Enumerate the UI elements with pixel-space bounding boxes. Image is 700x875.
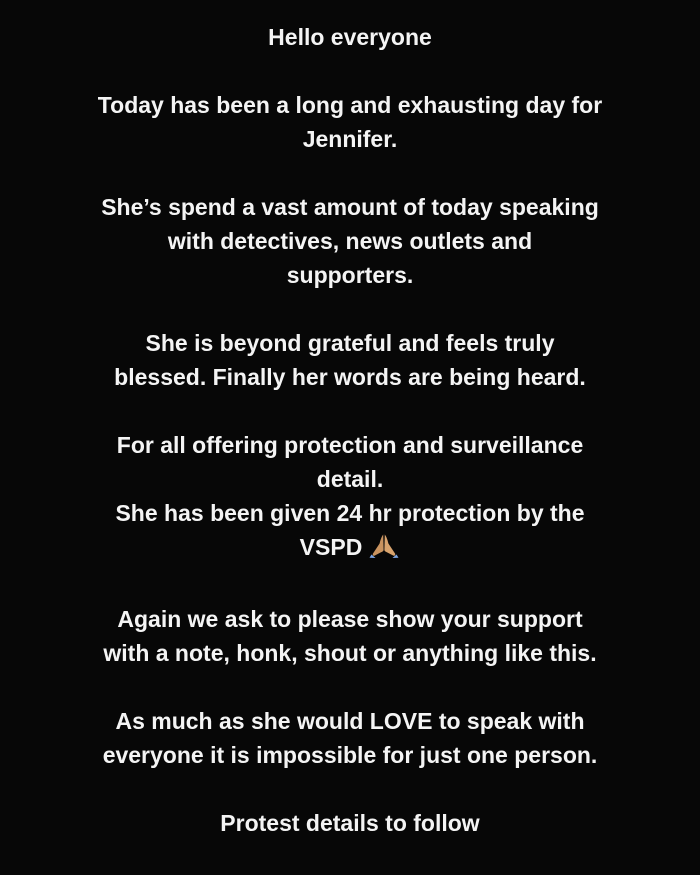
paragraph-detectives [40, 190, 660, 292]
paragraph-long-day [40, 88, 660, 156]
paragraph-support [40, 602, 660, 670]
greeting-line: Hello everyone [268, 24, 432, 50]
folded-hands-icon [368, 533, 400, 568]
text-vspd: VSPD [299, 534, 363, 560]
text-line: Again we ask to please show your support [117, 606, 583, 632]
text-line-with-emoji [40, 530, 660, 568]
closing-paragraph [40, 806, 660, 840]
paragraph-grateful [40, 326, 660, 394]
paragraph-love-to-speak [40, 704, 660, 772]
text-line: She’s spend a vast amount of today speaking [101, 194, 599, 220]
paragraph-vspd [40, 496, 660, 568]
text-line: detail. [316, 466, 384, 492]
text-line: As much as she would LOVE to speak with [115, 708, 585, 734]
text-line: She has been given 24 hr protection by the [115, 500, 585, 526]
text-line: with a note, honk, shout or anything like this. [103, 640, 597, 666]
greeting-paragraph [40, 20, 660, 54]
text-line: everyone it is impossible for just one person. [102, 742, 598, 768]
text-line: Today has been a long and exhausting day for [97, 92, 603, 118]
text-line: with detectives, news outlets and [167, 228, 533, 254]
text-line: For all offering protection and surveillance [116, 432, 584, 458]
text-line: supporters. [286, 262, 414, 288]
text-line: blessed. Finally her words are being heard. [114, 364, 586, 390]
text-line: Jennifer. [302, 126, 398, 152]
paragraph-protection [40, 428, 660, 496]
text-line: She is beyond grateful and feels truly [145, 330, 555, 356]
closing-line: Protest details to follow [220, 810, 480, 836]
